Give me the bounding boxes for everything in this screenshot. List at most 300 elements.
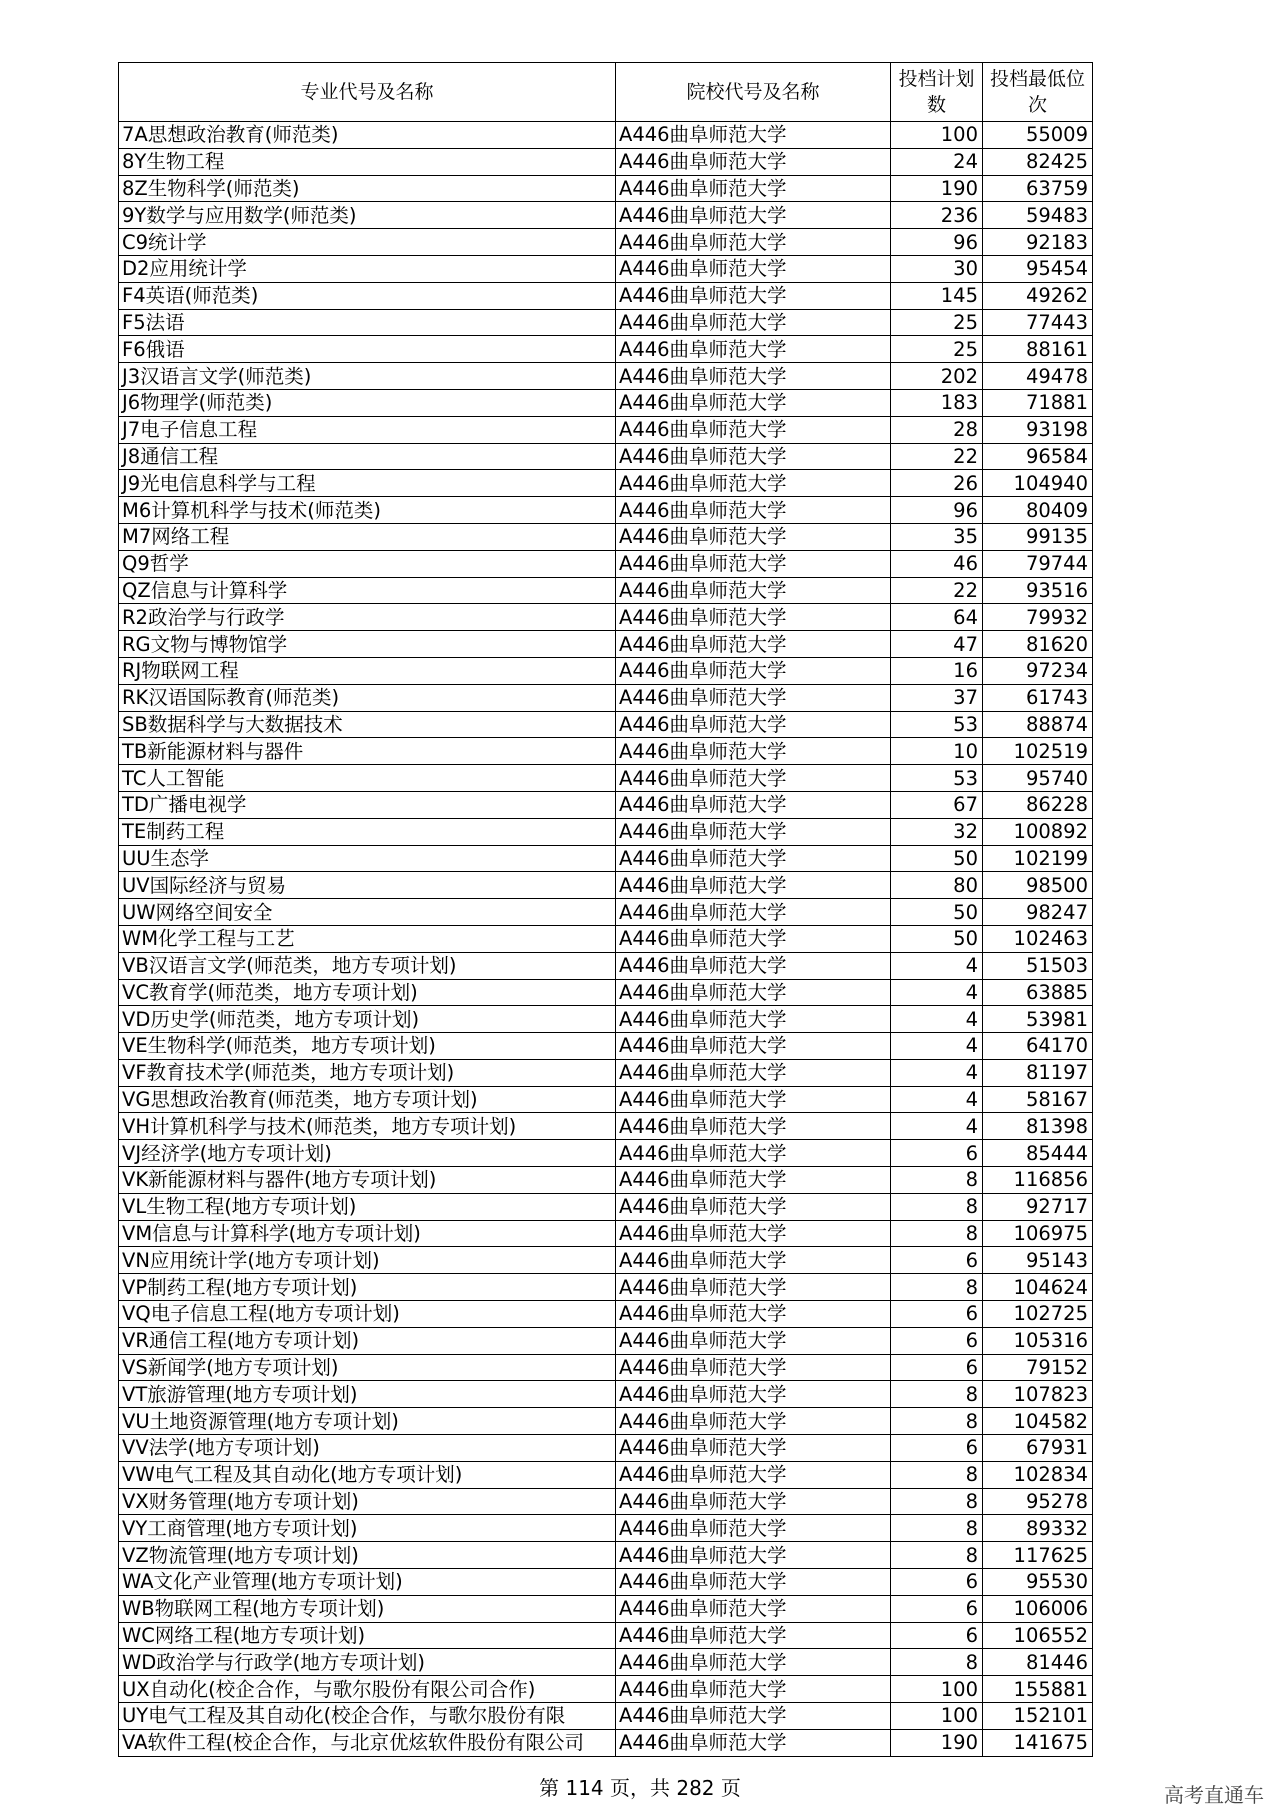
table-row bbox=[119, 684, 1093, 711]
cell-major: VF教育技术学(师范类，地方专项计划) bbox=[119, 1059, 616, 1086]
cell-school: A446曲阜师范大学 bbox=[616, 684, 891, 711]
cell-major: F5法语 bbox=[119, 309, 616, 336]
table-row bbox=[119, 1113, 1093, 1140]
table-row bbox=[119, 1033, 1093, 1060]
cell-major: RK汉语国际教育(师范类) bbox=[119, 684, 616, 711]
cell-plan-count: 6 bbox=[891, 1435, 983, 1462]
cell-school: A446曲阜师范大学 bbox=[616, 497, 891, 524]
table-row bbox=[119, 1354, 1093, 1381]
table-row bbox=[119, 1649, 1093, 1676]
cell-major: RJ物联网工程 bbox=[119, 657, 616, 684]
cell-min-rank: 95278 bbox=[983, 1488, 1093, 1515]
cell-school: A446曲阜师范大学 bbox=[616, 1140, 891, 1167]
cell-min-rank: 102199 bbox=[983, 845, 1093, 872]
cell-plan-count: 47 bbox=[891, 631, 983, 658]
cell-school: A446曲阜师范大学 bbox=[616, 979, 891, 1006]
cell-plan-count: 80 bbox=[891, 872, 983, 899]
cell-min-rank: 79932 bbox=[983, 604, 1093, 631]
cell-major: M6计算机科学与技术(师范类) bbox=[119, 497, 616, 524]
cell-plan-count: 53 bbox=[891, 765, 983, 792]
cell-school: A446曲阜师范大学 bbox=[616, 389, 891, 416]
cell-plan-count: 6 bbox=[891, 1327, 983, 1354]
cell-major: D2应用统计学 bbox=[119, 255, 616, 282]
table-row bbox=[119, 1515, 1093, 1542]
table-row bbox=[119, 336, 1093, 363]
table-body bbox=[119, 122, 1093, 1757]
cell-major: VZ物流管理(地方专项计划) bbox=[119, 1542, 616, 1569]
header-plan-count: 投档计划数 bbox=[891, 63, 983, 122]
cell-major: VP制药工程(地方专项计划) bbox=[119, 1274, 616, 1301]
cell-plan-count: 67 bbox=[891, 791, 983, 818]
cell-major: J8通信工程 bbox=[119, 443, 616, 470]
cell-min-rank: 58167 bbox=[983, 1086, 1093, 1113]
table-row bbox=[119, 229, 1093, 256]
cell-school: A446曲阜师范大学 bbox=[616, 1729, 891, 1756]
cell-major: VQ电子信息工程(地方专项计划) bbox=[119, 1301, 616, 1328]
cell-plan-count: 8 bbox=[891, 1461, 983, 1488]
cell-plan-count: 100 bbox=[891, 1676, 983, 1703]
cell-major: WD政治学与行政学(地方专项计划) bbox=[119, 1649, 616, 1676]
cell-major: WA文化产业管理(地方专项计划) bbox=[119, 1569, 616, 1596]
cell-min-rank: 102834 bbox=[983, 1461, 1093, 1488]
cell-plan-count: 35 bbox=[891, 523, 983, 550]
cell-major: C9统计学 bbox=[119, 229, 616, 256]
cell-plan-count: 50 bbox=[891, 899, 983, 926]
table-row bbox=[119, 952, 1093, 979]
cell-plan-count: 25 bbox=[891, 336, 983, 363]
cell-major: VK新能源材料与器件(地方专项计划) bbox=[119, 1167, 616, 1194]
cell-major: VG思想政治教育(师范类，地方专项计划) bbox=[119, 1086, 616, 1113]
cell-school: A446曲阜师范大学 bbox=[616, 1703, 891, 1730]
cell-major: 7A思想政治教育(师范类) bbox=[119, 122, 616, 149]
cell-min-rank: 105316 bbox=[983, 1327, 1093, 1354]
cell-plan-count: 4 bbox=[891, 1086, 983, 1113]
cell-min-rank: 95454 bbox=[983, 255, 1093, 282]
cell-min-rank: 106006 bbox=[983, 1595, 1093, 1622]
cell-plan-count: 10 bbox=[891, 738, 983, 765]
cell-school: A446曲阜师范大学 bbox=[616, 416, 891, 443]
cell-min-rank: 51503 bbox=[983, 952, 1093, 979]
cell-school: A446曲阜师范大学 bbox=[616, 1569, 891, 1596]
watermark: 高考直通车 bbox=[1164, 1783, 1264, 1807]
cell-plan-count: 4 bbox=[891, 1033, 983, 1060]
cell-school: A446曲阜师范大学 bbox=[616, 1622, 891, 1649]
cell-major: R2政治学与行政学 bbox=[119, 604, 616, 631]
cell-school: A446曲阜师范大学 bbox=[616, 1649, 891, 1676]
cell-min-rank: 79152 bbox=[983, 1354, 1093, 1381]
table-row bbox=[119, 1301, 1093, 1328]
table-row bbox=[119, 791, 1093, 818]
cell-school: A446曲阜师范大学 bbox=[616, 845, 891, 872]
cell-major: VC教育学(师范类，地方专项计划) bbox=[119, 979, 616, 1006]
cell-plan-count: 8 bbox=[891, 1408, 983, 1435]
cell-major: J9光电信息科学与工程 bbox=[119, 470, 616, 497]
table-row bbox=[119, 738, 1093, 765]
cell-min-rank: 93516 bbox=[983, 577, 1093, 604]
cell-min-rank: 96584 bbox=[983, 443, 1093, 470]
cell-min-rank: 85444 bbox=[983, 1140, 1093, 1167]
cell-min-rank: 61743 bbox=[983, 684, 1093, 711]
table-row bbox=[119, 1327, 1093, 1354]
cell-plan-count: 50 bbox=[891, 845, 983, 872]
cell-major: VM信息与计算科学(地方专项计划) bbox=[119, 1220, 616, 1247]
cell-min-rank: 71881 bbox=[983, 389, 1093, 416]
cell-plan-count: 8 bbox=[891, 1274, 983, 1301]
cell-plan-count: 4 bbox=[891, 952, 983, 979]
cell-plan-count: 4 bbox=[891, 1059, 983, 1086]
table-row bbox=[119, 1569, 1093, 1596]
cell-min-rank: 88874 bbox=[983, 711, 1093, 738]
cell-school: A446曲阜师范大学 bbox=[616, 1247, 891, 1274]
cell-plan-count: 32 bbox=[891, 818, 983, 845]
cell-plan-count: 6 bbox=[891, 1569, 983, 1596]
cell-min-rank: 92717 bbox=[983, 1193, 1093, 1220]
cell-school: A446曲阜师范大学 bbox=[616, 148, 891, 175]
cell-min-rank: 106552 bbox=[983, 1622, 1093, 1649]
cell-min-rank: 77443 bbox=[983, 309, 1093, 336]
cell-school: A446曲阜师范大学 bbox=[616, 1542, 891, 1569]
table-row bbox=[119, 925, 1093, 952]
cell-major: J3汉语言文学(师范类) bbox=[119, 363, 616, 390]
cell-school: A446曲阜师范大学 bbox=[616, 470, 891, 497]
cell-school: A446曲阜师范大学 bbox=[616, 925, 891, 952]
cell-min-rank: 155881 bbox=[983, 1676, 1093, 1703]
cell-plan-count: 50 bbox=[891, 925, 983, 952]
cell-plan-count: 183 bbox=[891, 389, 983, 416]
cell-school: A446曲阜师范大学 bbox=[616, 1488, 891, 1515]
cell-plan-count: 236 bbox=[891, 202, 983, 229]
cell-min-rank: 67931 bbox=[983, 1435, 1093, 1462]
cell-school: A446曲阜师范大学 bbox=[616, 818, 891, 845]
cell-min-rank: 95530 bbox=[983, 1569, 1093, 1596]
cell-min-rank: 55009 bbox=[983, 122, 1093, 149]
cell-school: A446曲阜师范大学 bbox=[616, 255, 891, 282]
cell-min-rank: 82425 bbox=[983, 148, 1093, 175]
cell-min-rank: 81620 bbox=[983, 631, 1093, 658]
table-row bbox=[119, 1595, 1093, 1622]
cell-min-rank: 49262 bbox=[983, 282, 1093, 309]
cell-min-rank: 104940 bbox=[983, 470, 1093, 497]
cell-plan-count: 96 bbox=[891, 229, 983, 256]
cell-school: A446曲阜师范大学 bbox=[616, 791, 891, 818]
cell-major: UV国际经济与贸易 bbox=[119, 872, 616, 899]
cell-major: UW网络空间安全 bbox=[119, 899, 616, 926]
table-row bbox=[119, 470, 1093, 497]
cell-plan-count: 8 bbox=[891, 1381, 983, 1408]
cell-plan-count: 8 bbox=[891, 1220, 983, 1247]
cell-plan-count: 8 bbox=[891, 1542, 983, 1569]
table-row bbox=[119, 1542, 1093, 1569]
cell-school: A446曲阜师范大学 bbox=[616, 550, 891, 577]
cell-major: 8Z生物科学(师范类) bbox=[119, 175, 616, 202]
header-major: 专业代号及名称 bbox=[119, 63, 616, 122]
cell-min-rank: 79744 bbox=[983, 550, 1093, 577]
cell-school: A446曲阜师范大学 bbox=[616, 711, 891, 738]
table-row bbox=[119, 202, 1093, 229]
cell-min-rank: 100892 bbox=[983, 818, 1093, 845]
cell-plan-count: 6 bbox=[891, 1595, 983, 1622]
header-min-rank: 投档最低位次 bbox=[983, 63, 1093, 122]
table-row bbox=[119, 1086, 1093, 1113]
table-row bbox=[119, 523, 1093, 550]
cell-school: A446曲阜师范大学 bbox=[616, 175, 891, 202]
cell-major: WC网络工程(地方专项计划) bbox=[119, 1622, 616, 1649]
cell-plan-count: 6 bbox=[891, 1622, 983, 1649]
cell-min-rank: 102725 bbox=[983, 1301, 1093, 1328]
table-row bbox=[119, 711, 1093, 738]
cell-major: Q9哲学 bbox=[119, 550, 616, 577]
cell-major: J6物理学(师范类) bbox=[119, 389, 616, 416]
cell-min-rank: 63885 bbox=[983, 979, 1093, 1006]
table-row bbox=[119, 148, 1093, 175]
cell-plan-count: 24 bbox=[891, 148, 983, 175]
cell-major: VV法学(地方专项计划) bbox=[119, 1435, 616, 1462]
cell-school: A446曲阜师范大学 bbox=[616, 1354, 891, 1381]
cell-min-rank: 81398 bbox=[983, 1113, 1093, 1140]
table-row bbox=[119, 497, 1093, 524]
cell-min-rank: 59483 bbox=[983, 202, 1093, 229]
cell-plan-count: 8 bbox=[891, 1167, 983, 1194]
table-row bbox=[119, 1247, 1093, 1274]
table-row bbox=[119, 1059, 1093, 1086]
cell-school: A446曲阜师范大学 bbox=[616, 1086, 891, 1113]
cell-school: A446曲阜师范大学 bbox=[616, 1381, 891, 1408]
cell-plan-count: 53 bbox=[891, 711, 983, 738]
cell-min-rank: 95143 bbox=[983, 1247, 1093, 1274]
cell-school: A446曲阜师范大学 bbox=[616, 577, 891, 604]
cell-plan-count: 22 bbox=[891, 577, 983, 604]
cell-school: A446曲阜师范大学 bbox=[616, 657, 891, 684]
cell-major: VH计算机科学与技术(师范类，地方专项计划) bbox=[119, 1113, 616, 1140]
table-row bbox=[119, 1488, 1093, 1515]
cell-major: VS新闻学(地方专项计划) bbox=[119, 1354, 616, 1381]
table-row bbox=[119, 175, 1093, 202]
cell-min-rank: 102519 bbox=[983, 738, 1093, 765]
cell-major: TB新能源材料与器件 bbox=[119, 738, 616, 765]
cell-min-rank: 116856 bbox=[983, 1167, 1093, 1194]
cell-major: WB物联网工程(地方专项计划) bbox=[119, 1595, 616, 1622]
table-row bbox=[119, 1676, 1093, 1703]
cell-school: A446曲阜师范大学 bbox=[616, 631, 891, 658]
cell-school: A446曲阜师范大学 bbox=[616, 443, 891, 470]
cell-school: A446曲阜师范大学 bbox=[616, 523, 891, 550]
cell-major: WM化学工程与工艺 bbox=[119, 925, 616, 952]
cell-plan-count: 4 bbox=[891, 979, 983, 1006]
cell-min-rank: 152101 bbox=[983, 1703, 1093, 1730]
table-row bbox=[119, 845, 1093, 872]
cell-school: A446曲阜师范大学 bbox=[616, 1113, 891, 1140]
table-row bbox=[119, 631, 1093, 658]
cell-plan-count: 8 bbox=[891, 1515, 983, 1542]
table-row bbox=[119, 550, 1093, 577]
table-header-row bbox=[119, 63, 1093, 122]
cell-plan-count: 46 bbox=[891, 550, 983, 577]
cell-plan-count: 37 bbox=[891, 684, 983, 711]
cell-min-rank: 86228 bbox=[983, 791, 1093, 818]
cell-plan-count: 8 bbox=[891, 1193, 983, 1220]
page-number: 第 114 页，共 282 页 bbox=[539, 1776, 741, 1800]
cell-school: A446曲阜师范大学 bbox=[616, 122, 891, 149]
cell-major: UY电气工程及其自动化(校企合作，与歌尔股份有限 bbox=[119, 1703, 616, 1730]
cell-major: M7网络工程 bbox=[119, 523, 616, 550]
table-row bbox=[119, 363, 1093, 390]
cell-school: A446曲阜师范大学 bbox=[616, 1327, 891, 1354]
cell-major: J7电子信息工程 bbox=[119, 416, 616, 443]
cell-school: A446曲阜师范大学 bbox=[616, 1461, 891, 1488]
cell-plan-count: 30 bbox=[891, 255, 983, 282]
table-row bbox=[119, 604, 1093, 631]
cell-plan-count: 100 bbox=[891, 122, 983, 149]
cell-plan-count: 28 bbox=[891, 416, 983, 443]
cell-school: A446曲阜师范大学 bbox=[616, 309, 891, 336]
cell-major: QZ信息与计算科学 bbox=[119, 577, 616, 604]
cell-major: 9Y数学与应用数学(师范类) bbox=[119, 202, 616, 229]
cell-major: TD广播电视学 bbox=[119, 791, 616, 818]
cell-plan-count: 100 bbox=[891, 1703, 983, 1730]
cell-major: VR通信工程(地方专项计划) bbox=[119, 1327, 616, 1354]
cell-plan-count: 22 bbox=[891, 443, 983, 470]
cell-min-rank: 107823 bbox=[983, 1381, 1093, 1408]
header-school: 院校代号及名称 bbox=[616, 63, 891, 122]
cell-min-rank: 88161 bbox=[983, 336, 1093, 363]
cell-major: VU土地资源管理(地方专项计划) bbox=[119, 1408, 616, 1435]
cell-major: VL生物工程(地方专项计划) bbox=[119, 1193, 616, 1220]
cell-school: A446曲阜师范大学 bbox=[616, 1167, 891, 1194]
cell-school: A446曲阜师范大学 bbox=[616, 1274, 891, 1301]
table-row bbox=[119, 818, 1093, 845]
cell-plan-count: 6 bbox=[891, 1247, 983, 1274]
table-row bbox=[119, 1193, 1093, 1220]
cell-major: VW电气工程及其自动化(地方专项计划) bbox=[119, 1461, 616, 1488]
cell-major: VD历史学(师范类，地方专项计划) bbox=[119, 1006, 616, 1033]
cell-min-rank: 117625 bbox=[983, 1542, 1093, 1569]
cell-school: A446曲阜师范大学 bbox=[616, 363, 891, 390]
cell-school: A446曲阜师范大学 bbox=[616, 1193, 891, 1220]
cell-min-rank: 104582 bbox=[983, 1408, 1093, 1435]
cell-major: VY工商管理(地方专项计划) bbox=[119, 1515, 616, 1542]
cell-plan-count: 26 bbox=[891, 470, 983, 497]
cell-school: A446曲阜师范大学 bbox=[616, 1006, 891, 1033]
cell-major: VN应用统计学(地方专项计划) bbox=[119, 1247, 616, 1274]
admission-table bbox=[118, 62, 1093, 1757]
table-row bbox=[119, 309, 1093, 336]
cell-plan-count: 6 bbox=[891, 1140, 983, 1167]
table-row bbox=[119, 1435, 1093, 1462]
table-row bbox=[119, 765, 1093, 792]
table-row bbox=[119, 577, 1093, 604]
cell-min-rank: 53981 bbox=[983, 1006, 1093, 1033]
table-row bbox=[119, 1274, 1093, 1301]
table-row bbox=[119, 1381, 1093, 1408]
cell-min-rank: 99135 bbox=[983, 523, 1093, 550]
cell-school: A446曲阜师范大学 bbox=[616, 1408, 891, 1435]
cell-plan-count: 25 bbox=[891, 309, 983, 336]
cell-min-rank: 93198 bbox=[983, 416, 1093, 443]
cell-plan-count: 6 bbox=[891, 1301, 983, 1328]
cell-min-rank: 64170 bbox=[983, 1033, 1093, 1060]
cell-plan-count: 190 bbox=[891, 1729, 983, 1756]
table-row bbox=[119, 1220, 1093, 1247]
cell-school: A446曲阜师范大学 bbox=[616, 604, 891, 631]
cell-plan-count: 16 bbox=[891, 657, 983, 684]
cell-school: A446曲阜师范大学 bbox=[616, 1059, 891, 1086]
table-row bbox=[119, 1408, 1093, 1435]
table-row bbox=[119, 872, 1093, 899]
cell-major: TC人工智能 bbox=[119, 765, 616, 792]
cell-plan-count: 64 bbox=[891, 604, 983, 631]
cell-min-rank: 80409 bbox=[983, 497, 1093, 524]
table-row bbox=[119, 899, 1093, 926]
cell-major: F4英语(师范类) bbox=[119, 282, 616, 309]
cell-min-rank: 95740 bbox=[983, 765, 1093, 792]
table-row bbox=[119, 1140, 1093, 1167]
cell-min-rank: 97234 bbox=[983, 657, 1093, 684]
cell-plan-count: 202 bbox=[891, 363, 983, 390]
table-row bbox=[119, 255, 1093, 282]
table-row bbox=[119, 416, 1093, 443]
cell-major: UU生态学 bbox=[119, 845, 616, 872]
cell-school: A446曲阜师范大学 bbox=[616, 738, 891, 765]
cell-school: A446曲阜师范大学 bbox=[616, 872, 891, 899]
cell-major: VX财务管理(地方专项计划) bbox=[119, 1488, 616, 1515]
cell-plan-count: 96 bbox=[891, 497, 983, 524]
cell-plan-count: 145 bbox=[891, 282, 983, 309]
cell-major: RG文物与博物馆学 bbox=[119, 631, 616, 658]
table-row bbox=[119, 1729, 1093, 1756]
cell-plan-count: 4 bbox=[891, 1113, 983, 1140]
cell-min-rank: 81197 bbox=[983, 1059, 1093, 1086]
cell-min-rank: 63759 bbox=[983, 175, 1093, 202]
cell-major: SB数据科学与大数据技术 bbox=[119, 711, 616, 738]
cell-school: A446曲阜师范大学 bbox=[616, 202, 891, 229]
cell-min-rank: 98500 bbox=[983, 872, 1093, 899]
cell-plan-count: 190 bbox=[891, 175, 983, 202]
cell-school: A446曲阜师范大学 bbox=[616, 1220, 891, 1247]
cell-major: VB汉语言文学(师范类，地方专项计划) bbox=[119, 952, 616, 979]
cell-school: A446曲阜师范大学 bbox=[616, 229, 891, 256]
cell-school: A446曲阜师范大学 bbox=[616, 1515, 891, 1542]
cell-school: A446曲阜师范大学 bbox=[616, 899, 891, 926]
table-row bbox=[119, 1622, 1093, 1649]
cell-major: TE制药工程 bbox=[119, 818, 616, 845]
cell-min-rank: 89332 bbox=[983, 1515, 1093, 1542]
table-row bbox=[119, 1703, 1093, 1730]
table-row bbox=[119, 979, 1093, 1006]
cell-plan-count: 6 bbox=[891, 1354, 983, 1381]
table-row bbox=[119, 1006, 1093, 1033]
cell-school: A446曲阜师范大学 bbox=[616, 1033, 891, 1060]
cell-major: 8Y生物工程 bbox=[119, 148, 616, 175]
cell-major: VJ经济学(地方专项计划) bbox=[119, 1140, 616, 1167]
table-row bbox=[119, 122, 1093, 149]
cell-plan-count: 8 bbox=[891, 1649, 983, 1676]
cell-school: A446曲阜师范大学 bbox=[616, 1435, 891, 1462]
cell-min-rank: 141675 bbox=[983, 1729, 1093, 1756]
cell-school: A446曲阜师范大学 bbox=[616, 282, 891, 309]
cell-major: UX自动化(校企合作，与歌尔股份有限公司合作) bbox=[119, 1676, 616, 1703]
cell-major: F6俄语 bbox=[119, 336, 616, 363]
cell-min-rank: 104624 bbox=[983, 1274, 1093, 1301]
cell-school: A446曲阜师范大学 bbox=[616, 1676, 891, 1703]
table-row bbox=[119, 389, 1093, 416]
cell-major: VE生物科学(师范类，地方专项计划) bbox=[119, 1033, 616, 1060]
cell-min-rank: 102463 bbox=[983, 925, 1093, 952]
cell-min-rank: 81446 bbox=[983, 1649, 1093, 1676]
cell-major: VT旅游管理(地方专项计划) bbox=[119, 1381, 616, 1408]
table-row bbox=[119, 1461, 1093, 1488]
cell-min-rank: 106975 bbox=[983, 1220, 1093, 1247]
cell-plan-count: 8 bbox=[891, 1488, 983, 1515]
